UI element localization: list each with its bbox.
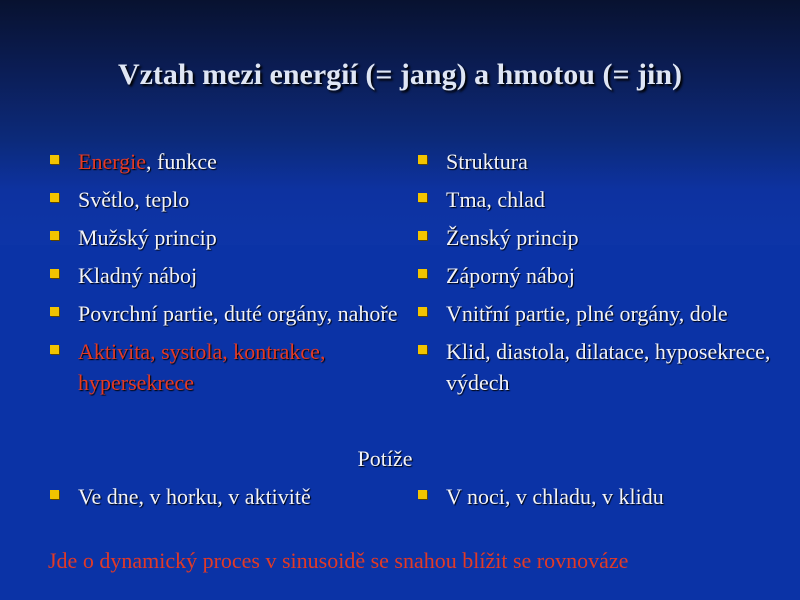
- list-item-text: Záporný náboj: [446, 263, 575, 288]
- square-bullet-icon: [50, 490, 59, 499]
- section-label: Potíže: [357, 446, 413, 471]
- list-item-text: Ženský princip: [446, 225, 579, 250]
- list-item: [48, 146, 403, 177]
- list-item: [416, 336, 776, 398]
- slide-title: Vztah mezi energií (= jang) a hmotou (= jin): [117, 58, 683, 91]
- left-column: [48, 146, 403, 405]
- square-bullet-icon: [418, 345, 427, 354]
- square-bullet-icon: [418, 307, 427, 316]
- square-bullet-icon: [50, 307, 59, 316]
- list-item-text: Světlo, teplo: [78, 187, 190, 212]
- list-item: [48, 184, 403, 215]
- list-item: [416, 260, 776, 291]
- list-item-text: Klid, diastola, dilatace, hyposekrece, výdech: [446, 339, 771, 395]
- list-item: [416, 298, 776, 329]
- list-item: [416, 222, 776, 253]
- list-item-text: Vnitřní partie, plné orgány, dole: [446, 301, 728, 326]
- square-bullet-icon: [50, 231, 59, 240]
- list-item-text: Tma, chlad: [446, 187, 545, 212]
- right-column: [416, 146, 776, 405]
- list-item-text-red: Aktivita, systola, kontrakce, hypersekrece: [78, 339, 326, 395]
- list-item-text: Kladný náboj: [78, 263, 198, 288]
- square-bullet-icon: [50, 269, 59, 278]
- left-problems: [48, 481, 403, 519]
- list-item-text: V noci, v chladu, v klidu: [446, 484, 664, 509]
- energy-highlight: Energie: [78, 149, 147, 174]
- list-item: [48, 481, 403, 512]
- list-item: [48, 260, 403, 291]
- list-item-text: Struktura: [446, 149, 528, 174]
- list-item: [416, 481, 776, 512]
- square-bullet-icon: [50, 155, 59, 164]
- list-item: [48, 222, 403, 253]
- list-item-text: Ve dne, v horku, v aktivitě: [78, 484, 311, 509]
- right-problems: [416, 481, 776, 519]
- list-item: [416, 184, 776, 215]
- square-bullet-icon: [50, 345, 59, 354]
- square-bullet-icon: [418, 155, 427, 164]
- list-item-text: , funkce: [146, 149, 217, 174]
- square-bullet-icon: [418, 231, 427, 240]
- square-bullet-icon: [418, 269, 427, 278]
- list-item-text: Mužský princip: [78, 225, 217, 250]
- square-bullet-icon: [418, 490, 427, 499]
- square-bullet-icon: [418, 193, 427, 202]
- list-item: [416, 146, 776, 177]
- list-item: [48, 336, 403, 398]
- footer-note: Jde o dynamický proces v sinusoidě se snahou blížit se rovnováze: [48, 548, 629, 573]
- list-item: [48, 298, 403, 329]
- list-item-text: Povrchní partie, duté orgány, nahoře: [78, 301, 398, 326]
- square-bullet-icon: [50, 193, 59, 202]
